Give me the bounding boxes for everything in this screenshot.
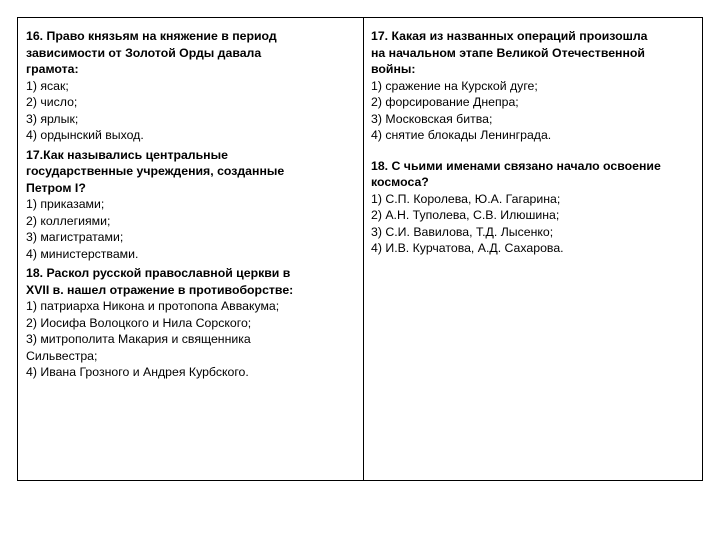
answer-option: 4) Ивана Грозного и Андрея Курбского. xyxy=(26,365,249,379)
question-table xyxy=(17,17,703,481)
answer-option: 2) А.Н. Туполева, С.В. Илюшина; xyxy=(371,208,560,222)
question-title-line: грамота: xyxy=(26,62,79,76)
answer-option: 1) приказами; xyxy=(26,197,105,211)
question-title-line: Петром I? xyxy=(26,180,86,195)
answer-option: 3) Московская битва; xyxy=(371,111,493,126)
question-17-right xyxy=(371,28,692,144)
question-title-line: 16. Право князьям на княжение в период xyxy=(26,29,277,43)
question-title-line: 18. Раскол русской православной церкви в xyxy=(26,266,291,280)
answer-option: 2) коллегиями; xyxy=(26,213,111,228)
question-title-line: войны: xyxy=(371,62,416,76)
answer-option: 4) И.В. Курчатова, А.Д. Сахарова. xyxy=(371,241,564,255)
answer-option: 4) министерствами. xyxy=(26,246,139,261)
question-16-left xyxy=(26,28,353,144)
answer-option: 4) снятие блокады Ленинграда. xyxy=(371,128,552,142)
question-18-left xyxy=(26,265,353,381)
answer-option: 4) ордынский выход. xyxy=(26,128,144,142)
answer-option: 3) митрополита Макария и священника xyxy=(26,332,251,346)
question-title-line: 17.Как назывались центральные xyxy=(26,147,228,162)
question-title-line: 17. Какая из названных операций произошла xyxy=(371,29,648,43)
question-17-left xyxy=(26,147,353,263)
question-title-line: государственные учреждения, созданные xyxy=(26,164,285,178)
answer-option: 2) Иосифа Волоцкого и Нила Сорского; xyxy=(26,315,252,330)
answer-option: 1) сражение на Курской дуге; xyxy=(371,78,538,93)
answer-option: 3) С.И. Вавилова, Т.Д. Лысенко; xyxy=(371,224,554,239)
answer-option: 1) патриарха Никона и протопопа Аввакума; xyxy=(26,299,280,313)
question-18-right xyxy=(371,158,692,257)
answer-option: 2) форсирование Днепра; xyxy=(371,95,519,109)
question-title-line: космоса? xyxy=(371,175,429,189)
answer-option: 2) число; xyxy=(26,95,78,109)
right-column xyxy=(364,18,702,480)
answer-option: 3) ярлык; xyxy=(26,111,79,126)
answer-option: Сильвестра; xyxy=(26,348,98,363)
question-title-line: зависимости от Золотой Орды давала xyxy=(26,45,262,60)
answer-option: 3) магистратами; xyxy=(26,230,124,244)
answer-option: 1) С.П. Королева, Ю.А. Гагарина; xyxy=(371,191,561,206)
left-column xyxy=(18,18,364,480)
answer-option: 1) ясак; xyxy=(26,78,69,93)
question-title-line: на начальном этапе Великой Отечественной xyxy=(371,45,645,60)
question-title-line: XVII в. нашел отражение в противоборстве: xyxy=(26,282,294,297)
question-title-line: 18. С чьими именами связано начало освоение xyxy=(371,158,661,173)
